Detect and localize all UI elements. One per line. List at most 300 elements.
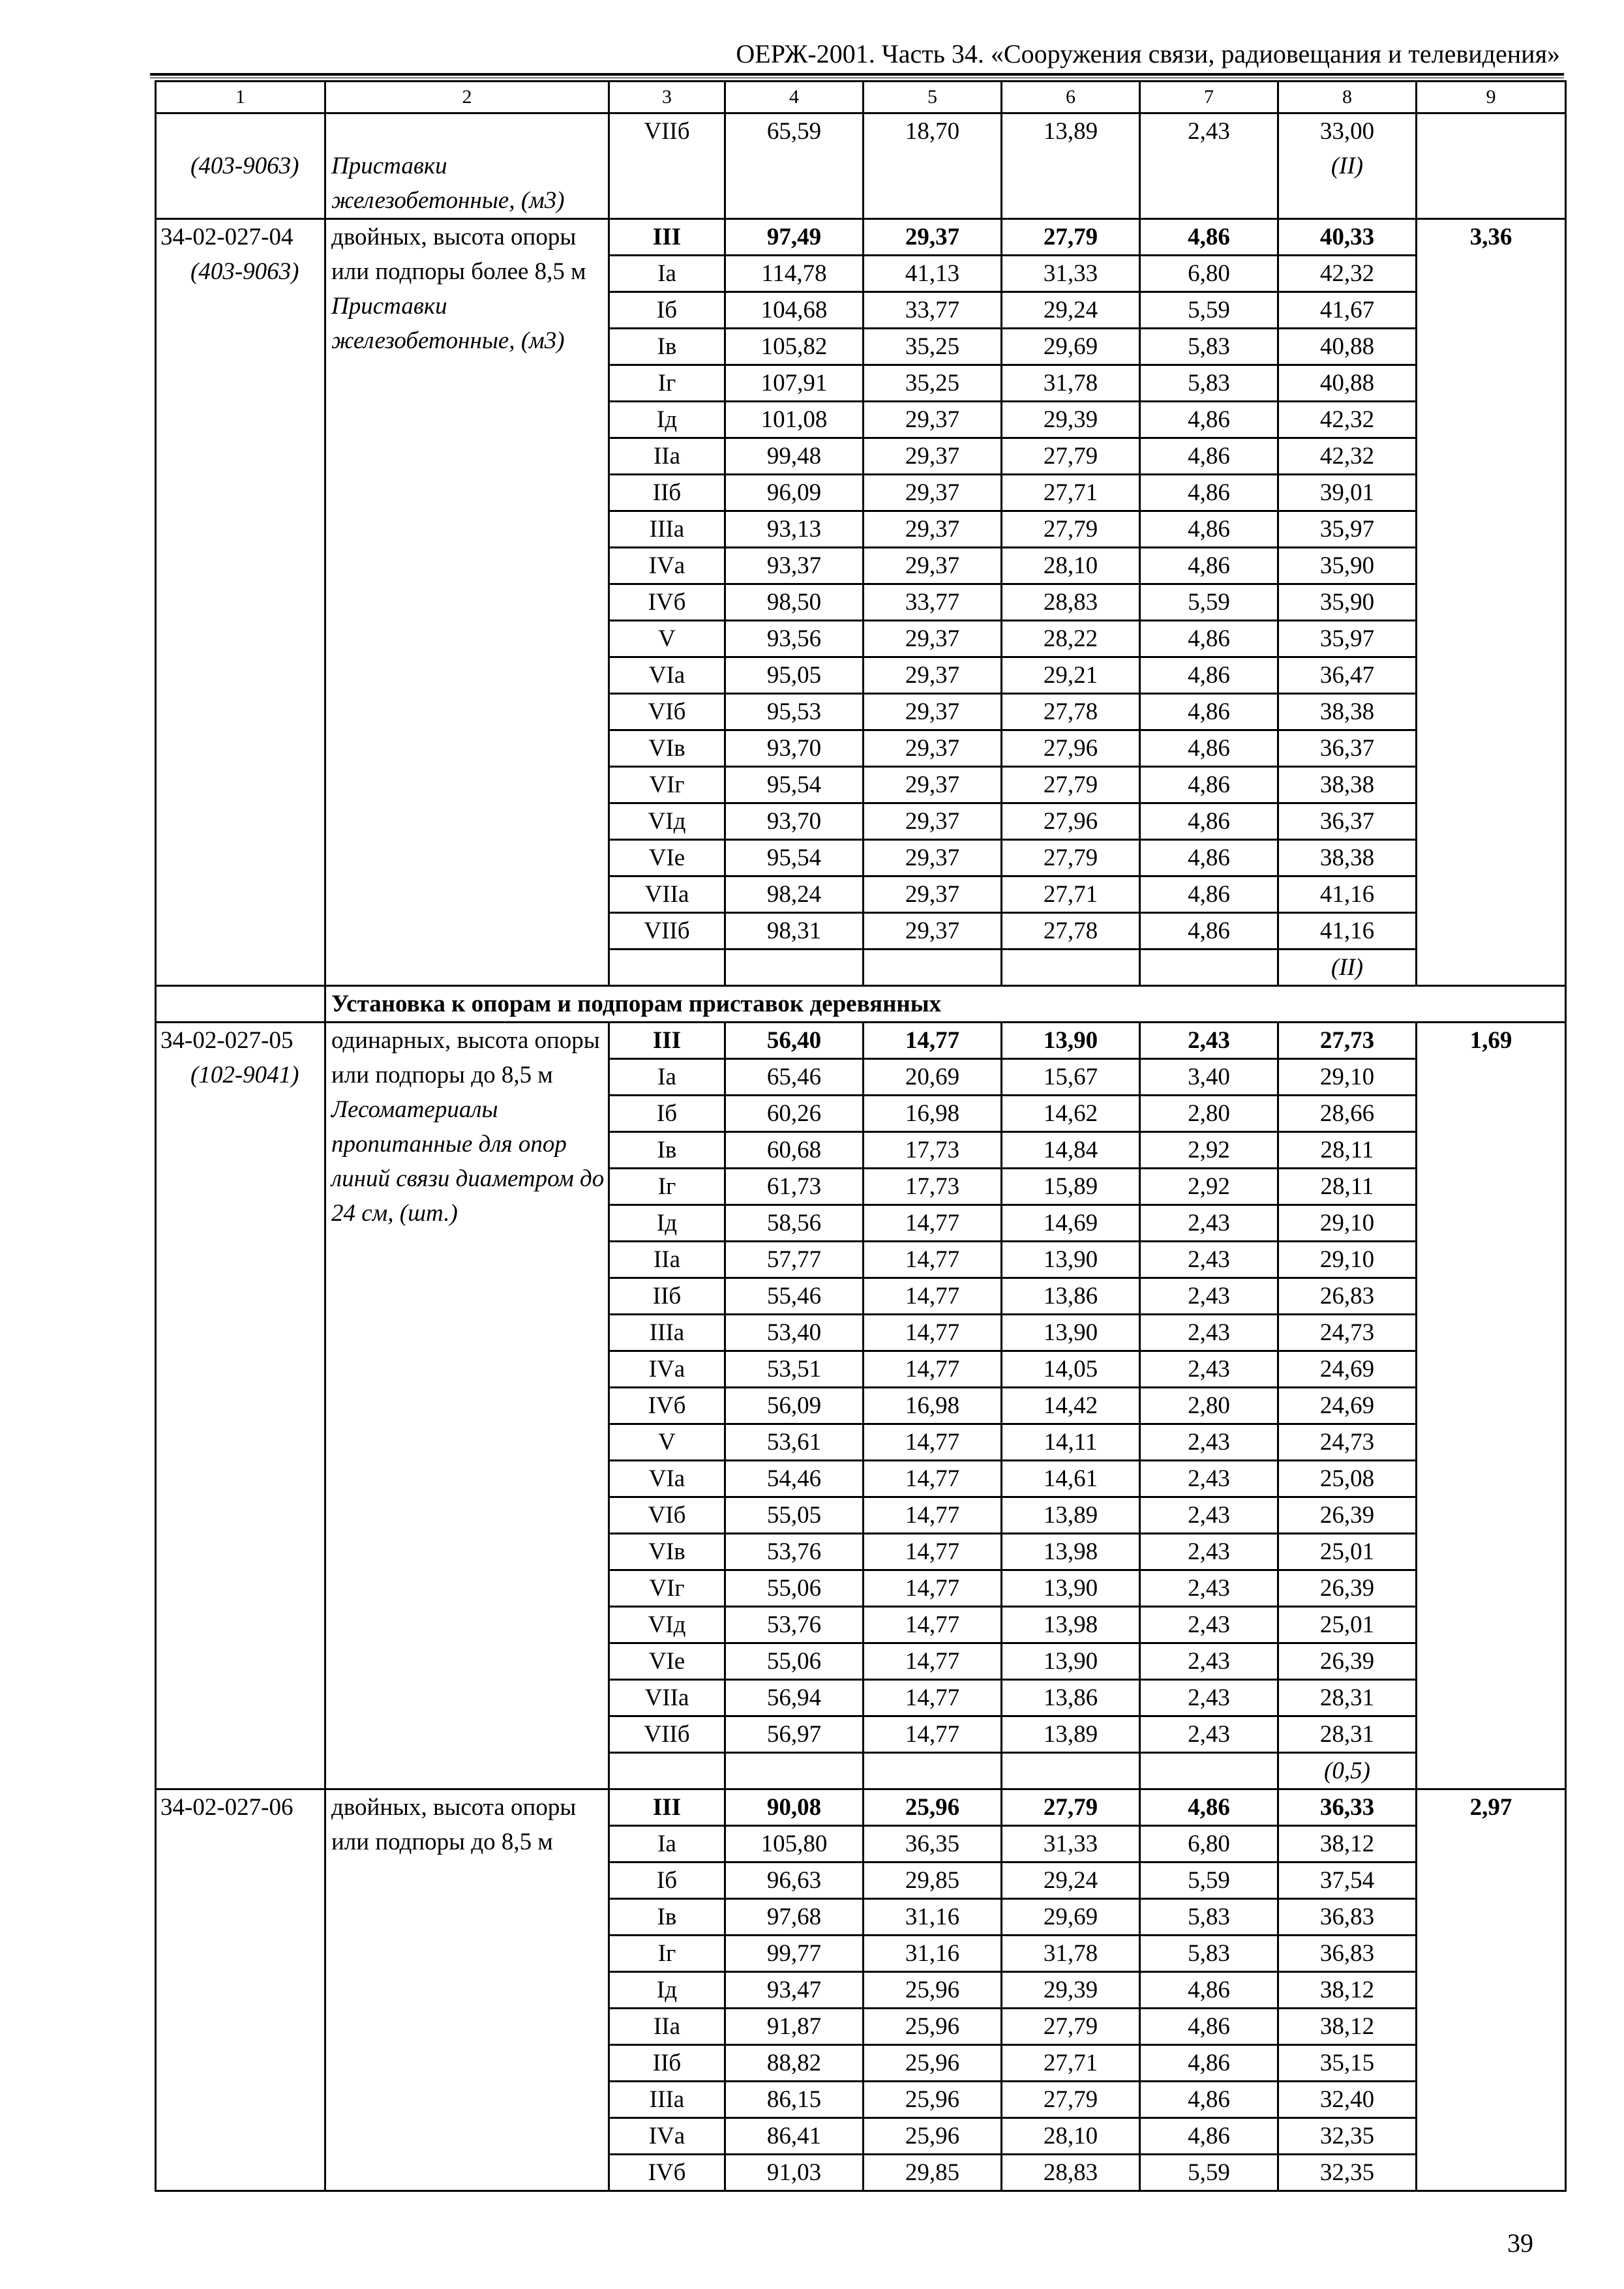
- section-row: [156, 986, 1566, 1023]
- materials-cost: 2,97: [1469, 1794, 1512, 1821]
- zone-cell: Iд: [609, 1972, 725, 2009]
- rate-value-cell: 36,83: [1278, 1936, 1417, 1972]
- rate-code: 34-02-027-06: [160, 1794, 293, 1821]
- rate-value-cell: 4,86: [1140, 730, 1278, 767]
- rate-code-cell: [156, 1789, 325, 2191]
- zone-cell: Iб: [609, 1096, 725, 1132]
- zone-cell: Iб: [609, 292, 725, 329]
- column-number: 1: [156, 82, 325, 113]
- materials-cost-cell: [1417, 1789, 1566, 2191]
- rate-value-cell: 26,39: [1278, 1643, 1417, 1680]
- rate-value-cell: 29,37: [864, 694, 1002, 730]
- zone-cell: Iб: [609, 1863, 725, 1899]
- rate-value-cell: 99,77: [725, 1936, 864, 1972]
- zone-cell: Iг: [609, 365, 725, 402]
- rate-name-cell: [325, 1789, 609, 2191]
- rate-value-cell: 41,67: [1278, 292, 1417, 329]
- rate-value: 13,89: [1043, 118, 1098, 145]
- rate-value-cell: 53,40: [725, 1315, 864, 1351]
- rate-value-cell: 35,90: [1278, 548, 1417, 584]
- rate-value-cell: 42,32: [1278, 402, 1417, 438]
- rate-value-cell: 40,33: [1278, 219, 1417, 256]
- rate-value-cell: 53,51: [725, 1351, 864, 1388]
- rate-value-cell: 13,90: [1002, 1023, 1140, 1059]
- zone-cell: VIд: [609, 803, 725, 840]
- zone-cell: IIб: [609, 1278, 725, 1315]
- zone-cell: III: [609, 219, 725, 256]
- rate-value-cell: 28,66: [1278, 1096, 1417, 1132]
- rate-value-cell: 38,38: [1278, 840, 1417, 876]
- zone-cell: Iв: [609, 1899, 725, 1936]
- rate-value-cell: 96,09: [725, 475, 864, 511]
- rate-value-cell: 13,86: [1002, 1680, 1140, 1716]
- zone-cell: VIIб: [609, 113, 725, 219]
- rate-value-cell: 13,98: [1002, 1607, 1140, 1643]
- rate-value-cell: 40,88: [1278, 329, 1417, 365]
- zone-cell: IIIа: [609, 511, 725, 548]
- rate-value-cell: 14,05: [1002, 1351, 1140, 1388]
- rate-name-cell: [325, 219, 609, 986]
- rate-value-cell: 14,77: [864, 1278, 1002, 1315]
- rate-value-cell: 33,77: [864, 584, 1002, 621]
- rate-value-cell: 54,46: [725, 1461, 864, 1497]
- rate-value-cell: 36,37: [1278, 803, 1417, 840]
- rate-value-cell: 98,24: [725, 876, 864, 913]
- rate-value-cell: 29,10: [1278, 1059, 1417, 1096]
- rate-value-cell: 56,40: [725, 1023, 864, 1059]
- section-title: Установка к опорам и подпорам приставок деревянных: [325, 986, 1566, 1023]
- rate-value-cell: 93,47: [725, 1972, 864, 2009]
- zone-cell: VIд: [609, 1607, 725, 1643]
- table-row: [156, 1789, 1566, 1826]
- rate-value-cell: 31,33: [1002, 256, 1140, 292]
- zone-cell: III: [609, 1023, 725, 1059]
- column-number: 3: [609, 82, 725, 113]
- rate-value-cell: 29,37: [864, 402, 1002, 438]
- rate-value-cell: 26,83: [1278, 1278, 1417, 1315]
- material-quantity: (II): [1331, 954, 1364, 981]
- rate-value-cell: 101,08: [725, 402, 864, 438]
- rate-value-cell: 27,79: [1002, 438, 1140, 475]
- rate-value-cell: 2,43: [1140, 1205, 1278, 1242]
- rate-value-cell: 93,70: [725, 730, 864, 767]
- rate-value-cell: 93,13: [725, 511, 864, 548]
- rate-value-cell: 55,46: [725, 1278, 864, 1315]
- rate-value-cell: 35,25: [864, 329, 1002, 365]
- rate-value-cell: 5,83: [1140, 1936, 1278, 1972]
- rate-value-cell: 35,25: [864, 365, 1002, 402]
- rate-value-cell: 40,88: [1278, 365, 1417, 402]
- column-number: 7: [1140, 82, 1278, 113]
- rate-value-cell: 25,01: [1278, 1534, 1417, 1570]
- table-body: [156, 82, 1566, 2191]
- rate-value-cell: 56,09: [725, 1388, 864, 1424]
- rate-value-cell: 29,37: [864, 621, 1002, 657]
- zone-cell: VIв: [609, 730, 725, 767]
- rate-value-cell: 2,43: [1140, 1278, 1278, 1315]
- rate-value-cell: 41,16: [1278, 913, 1417, 950]
- rate-value-cell: 4,86: [1140, 475, 1278, 511]
- rate-value-cell: 31,16: [864, 1899, 1002, 1936]
- rate-value-cell: 2,43: [1140, 1023, 1278, 1059]
- rate-value-cell: 2,80: [1140, 1096, 1278, 1132]
- rate-value-cell: 27,71: [1002, 475, 1140, 511]
- rate-value-cell: [864, 113, 1002, 219]
- rate-value-cell: 42,32: [1278, 438, 1417, 475]
- rate-code: 34-02-027-04: [160, 224, 293, 250]
- rate-value-cell: 27,79: [1002, 2009, 1140, 2045]
- rate-value-cell: 5,83: [1140, 329, 1278, 365]
- rate-value-cell: 114,78: [725, 256, 864, 292]
- rate-value-cell: 14,77: [864, 1315, 1002, 1351]
- rate-code-cell: [156, 113, 325, 219]
- rate-value-cell: 55,06: [725, 1643, 864, 1680]
- rate-value-cell: 29,85: [864, 2155, 1002, 2191]
- zone-cell: Iг: [609, 1169, 725, 1205]
- rate-value-cell: 26,39: [1278, 1497, 1417, 1534]
- rate-value-cell: 97,68: [725, 1899, 864, 1936]
- rate-value-cell: 38,38: [1278, 767, 1417, 803]
- zone-cell: VIе: [609, 1643, 725, 1680]
- rate-value-cell: 4,86: [1140, 511, 1278, 548]
- material-name: Лесоматериалы пропитанные для опор линий связи диаметром до 24 см, (шт.): [331, 1096, 605, 1227]
- rate-value-cell: 33,77: [864, 292, 1002, 329]
- material-zone-cell: [609, 950, 725, 986]
- rate-value-cell: 29,21: [1002, 657, 1140, 694]
- rate-value-cell: 37,54: [1278, 1863, 1417, 1899]
- rate-value-cell: 32,35: [1278, 2155, 1417, 2191]
- zone-cell: IIIа: [609, 1315, 725, 1351]
- rate-value-cell: 6,80: [1140, 256, 1278, 292]
- rate-value-cell: 14,84: [1002, 1132, 1140, 1169]
- column-number: 5: [864, 82, 1002, 113]
- rate-value-cell: 2,92: [1140, 1169, 1278, 1205]
- rate-value-cell: 105,80: [725, 1826, 864, 1863]
- rate-value-cell: 95,53: [725, 694, 864, 730]
- rate-value-cell: 60,26: [725, 1096, 864, 1132]
- rate-value-cell: 36,83: [1278, 1899, 1417, 1936]
- rate-value-cell: 27,79: [1002, 511, 1140, 548]
- rate-value-cell: 53,61: [725, 1424, 864, 1461]
- rate-value-cell: 25,96: [864, 2118, 1002, 2155]
- rate-value-cell: 13,90: [1002, 1643, 1140, 1680]
- zone-cell: VIа: [609, 657, 725, 694]
- rate-value-cell: 2,43: [1140, 1242, 1278, 1278]
- rate-value-cell: 27,96: [1002, 730, 1140, 767]
- material-value-cell: [1002, 950, 1140, 986]
- rate-value: 18,70: [905, 118, 960, 145]
- materials-cost-cell: [1417, 219, 1566, 986]
- rate-value-cell: 29,85: [864, 1863, 1002, 1899]
- material-value-cell: [1278, 950, 1417, 986]
- rate-value-cell: 29,37: [864, 475, 1002, 511]
- rate-value-cell: 95,54: [725, 840, 864, 876]
- rate-value-cell: 13,90: [1002, 1570, 1140, 1607]
- rate-value-cell: 5,83: [1140, 1899, 1278, 1936]
- rate-value-cell: 31,33: [1002, 1826, 1140, 1863]
- rate-value-cell: 29,37: [864, 913, 1002, 950]
- rate-value-cell: 14,77: [864, 1351, 1002, 1388]
- rate-value-cell: 6,80: [1140, 1826, 1278, 1863]
- material-value-cell: [864, 1753, 1002, 1789]
- rate-value-cell: 36,37: [1278, 730, 1417, 767]
- material-code: (403-9063): [190, 258, 299, 285]
- rate-value-cell: 4,86: [1140, 2009, 1278, 2045]
- rate-code-cell: [156, 1023, 325, 1789]
- column-number-row: [156, 82, 1566, 113]
- rate-value-cell: 14,42: [1002, 1388, 1140, 1424]
- rate-value-cell: 4,86: [1140, 694, 1278, 730]
- column-number: 8: [1278, 82, 1417, 113]
- material-value-cell: [1278, 1753, 1417, 1789]
- zone-cell: Iд: [609, 1205, 725, 1242]
- rate-value-cell: 28,31: [1278, 1680, 1417, 1716]
- rate-value-cell: 55,06: [725, 1570, 864, 1607]
- rate-value-cell: 97,49: [725, 219, 864, 256]
- rate-value-cell: 29,37: [864, 548, 1002, 584]
- rate-value-cell: 53,76: [725, 1534, 864, 1570]
- rate-value-cell: 27,79: [1002, 840, 1140, 876]
- rate-value-cell: 99,48: [725, 438, 864, 475]
- rate-value-cell: 29,39: [1002, 402, 1140, 438]
- rate-value-cell: 42,32: [1278, 256, 1417, 292]
- rate-value-cell: 60,68: [725, 1132, 864, 1169]
- column-number: 6: [1002, 82, 1140, 113]
- rate-value-cell: 29,37: [864, 803, 1002, 840]
- rate-value-cell: 4,86: [1140, 840, 1278, 876]
- rate-value-cell: 31,78: [1002, 365, 1140, 402]
- rate-value-cell: 2,43: [1140, 1643, 1278, 1680]
- rate-value-cell: 41,13: [864, 256, 1002, 292]
- zone-cell: VIIб: [609, 1716, 725, 1753]
- rate-value-cell: 29,37: [864, 840, 1002, 876]
- rate-value-cell: 36,33: [1278, 1789, 1417, 1826]
- rate-value-cell: 35,90: [1278, 584, 1417, 621]
- continuation-row: [156, 113, 1566, 219]
- zone-cell: IIб: [609, 2045, 725, 2082]
- zone-cell: Iа: [609, 1059, 725, 1096]
- rate-value-cell: 25,96: [864, 2082, 1002, 2118]
- rate-value-cell: 14,77: [864, 1716, 1002, 1753]
- rate-value-cell: 4,86: [1140, 438, 1278, 475]
- column-number: 4: [725, 82, 864, 113]
- rate-value-cell: 14,77: [864, 1680, 1002, 1716]
- rate-value-cell: 29,24: [1002, 1863, 1140, 1899]
- rate-value-cell: 4,86: [1140, 876, 1278, 913]
- zone-cell: Iв: [609, 1132, 725, 1169]
- materials-cost: 1,69: [1469, 1027, 1512, 1054]
- rate-value-cell: 14,77: [864, 1534, 1002, 1570]
- zone-cell: V: [609, 621, 725, 657]
- page-header-title: ОЕРЖ-2001. Часть 34. «Сооружения связи, радиовещания и телевидения»: [736, 39, 1560, 68]
- material-value-cell: [1140, 950, 1278, 986]
- rate-value-cell: 29,37: [864, 219, 1002, 256]
- rate-value-cell: 29,37: [864, 657, 1002, 694]
- rate-value-cell: 29,10: [1278, 1242, 1417, 1278]
- rate-value-cell: 16,98: [864, 1388, 1002, 1424]
- zone-cell: IIIа: [609, 2082, 725, 2118]
- rate-value-cell: 2,92: [1140, 1132, 1278, 1169]
- zone-cell: Iг: [609, 1936, 725, 1972]
- rate-value-cell: 27,79: [1002, 1789, 1140, 1826]
- rate-value-cell: 56,94: [725, 1680, 864, 1716]
- rate-value-cell: 90,08: [725, 1789, 864, 1826]
- rate-value-cell: [1002, 113, 1140, 219]
- rate-value-cell: 91,87: [725, 2009, 864, 2045]
- table-row: [156, 219, 1566, 256]
- material-value-cell: [1140, 1753, 1278, 1789]
- rate-value-cell: 28,11: [1278, 1132, 1417, 1169]
- rate-value-cell: 27,96: [1002, 803, 1140, 840]
- rate-value-cell: 4,86: [1140, 219, 1278, 256]
- rate-value-cell: 14,77: [864, 1643, 1002, 1680]
- material-quantity: (0,5): [1324, 1758, 1370, 1784]
- rate-value-cell: 2,43: [1140, 1607, 1278, 1643]
- zone-cell: VIIа: [609, 1680, 725, 1716]
- rate-value-cell: 29,39: [1002, 1972, 1140, 2009]
- rate-value-cell: 14,77: [864, 1461, 1002, 1497]
- rate-value-cell: 31,16: [864, 1936, 1002, 1972]
- rate-value-cell: 25,08: [1278, 1461, 1417, 1497]
- rate-value-cell: 61,73: [725, 1169, 864, 1205]
- materials-cost-cell: [1417, 113, 1566, 219]
- rate-value-cell: 53,76: [725, 1607, 864, 1643]
- rate-value-cell: 25,96: [864, 2045, 1002, 2082]
- rate-value-cell: 2,43: [1140, 1680, 1278, 1716]
- zone-cell: III: [609, 1789, 725, 1826]
- rate-value-cell: 14,62: [1002, 1096, 1140, 1132]
- rate-value-cell: [1140, 113, 1278, 219]
- rate-value-cell: 105,82: [725, 329, 864, 365]
- zone-cell: Iа: [609, 1826, 725, 1863]
- materials-cost-cell: [1417, 1023, 1566, 1789]
- rate-code-cell: [156, 219, 325, 986]
- zone-cell: IVа: [609, 2118, 725, 2155]
- rate-value-cell: 13,90: [1002, 1315, 1140, 1351]
- rate-value-cell: 4,86: [1140, 548, 1278, 584]
- rate-value-cell: 27,78: [1002, 694, 1140, 730]
- column-number: 2: [325, 82, 609, 113]
- rate-value-cell: 29,10: [1278, 1205, 1417, 1242]
- rate-value-cell: 29,37: [864, 767, 1002, 803]
- rate-value-cell: 2,80: [1140, 1388, 1278, 1424]
- rate-value-cell: 4,86: [1140, 1972, 1278, 2009]
- rate-value-cell: 5,59: [1140, 1863, 1278, 1899]
- rate-value-cell: 29,37: [864, 511, 1002, 548]
- rate-value-cell: 28,11: [1278, 1169, 1417, 1205]
- rate-value-cell: 14,77: [864, 1023, 1002, 1059]
- rate-value-cell: 35,97: [1278, 621, 1417, 657]
- rate-value-cell: 27,71: [1002, 876, 1140, 913]
- rate-value-cell: 86,41: [725, 2118, 864, 2155]
- zone-cell: IIа: [609, 1242, 725, 1278]
- zone-cell: IVа: [609, 548, 725, 584]
- rate-value-cell: 38,12: [1278, 1826, 1417, 1863]
- zone-cell: Iв: [609, 329, 725, 365]
- spacer: [331, 114, 608, 149]
- rate-value-cell: 24,69: [1278, 1351, 1417, 1388]
- rate-value-cell: 2,43: [1140, 1424, 1278, 1461]
- rate-value: 33,00: [1319, 118, 1375, 145]
- material-zone-cell: [609, 1753, 725, 1789]
- zone-cell: IVб: [609, 1388, 725, 1424]
- rate-value-cell: 39,01: [1278, 475, 1417, 511]
- rate-value-cell: 58,56: [725, 1205, 864, 1242]
- rate-value-cell: 32,40: [1278, 2082, 1417, 2118]
- rate-value-cell: 27,71: [1002, 2045, 1140, 2082]
- rate-value: 2,43: [1188, 118, 1230, 145]
- rate-value-cell: 13,86: [1002, 1278, 1140, 1315]
- rate-value-cell: 28,22: [1002, 621, 1140, 657]
- rate-name-cell: [325, 113, 609, 219]
- rate-value-cell: 14,77: [864, 1497, 1002, 1534]
- rate-value-cell: 15,89: [1002, 1169, 1140, 1205]
- rate-value-cell: 2,43: [1140, 1570, 1278, 1607]
- zone-cell: IIа: [609, 438, 725, 475]
- rate-value-cell: 25,01: [1278, 1607, 1417, 1643]
- material-value-cell: [864, 950, 1002, 986]
- rate-value-cell: 2,43: [1140, 1315, 1278, 1351]
- rate-value-cell: 20,69: [864, 1059, 1002, 1096]
- rate-value-cell: 38,12: [1278, 2009, 1417, 2045]
- rate-value-cell: 27,73: [1278, 1023, 1417, 1059]
- material-code: (102-9041): [190, 1062, 299, 1088]
- rate-value-cell: 25,96: [864, 2009, 1002, 2045]
- rate-value-cell: 29,37: [864, 438, 1002, 475]
- rate-value-cell: 4,86: [1140, 767, 1278, 803]
- rate-value-cell: 16,98: [864, 1096, 1002, 1132]
- zone-cell: Iд: [609, 402, 725, 438]
- rate-value-cell: 93,70: [725, 803, 864, 840]
- rate-value-cell: 29,69: [1002, 1899, 1140, 1936]
- rate-value-cell: 5,59: [1140, 2155, 1278, 2191]
- zone-cell: VIв: [609, 1534, 725, 1570]
- rate-value-cell: 95,54: [725, 767, 864, 803]
- material-name: Приставки железобетонные, (м3): [331, 293, 565, 354]
- rate-value-cell: 104,68: [725, 292, 864, 329]
- zone-cell: VIIб: [609, 913, 725, 950]
- rate-value-cell: 107,91: [725, 365, 864, 402]
- zone-cell: Iа: [609, 256, 725, 292]
- rate-value-cell: 56,97: [725, 1716, 864, 1753]
- materials-cost: 3,36: [1469, 224, 1512, 250]
- rate-value-cell: 14,77: [864, 1242, 1002, 1278]
- zone-cell: IIб: [609, 475, 725, 511]
- rate-value-cell: 14,69: [1002, 1205, 1140, 1242]
- rate-value-cell: 38,38: [1278, 694, 1417, 730]
- rate-value-cell: 31,78: [1002, 1936, 1140, 1972]
- zone-cell: VIг: [609, 767, 725, 803]
- page-number: 39: [1507, 2228, 1533, 2258]
- zone-cell: V: [609, 1424, 725, 1461]
- rate-name: одинарных, высота опоры или подпоры до 8,5 м: [331, 1027, 600, 1088]
- rate-value-cell: 17,73: [864, 1169, 1002, 1205]
- rate-value-cell: 14,77: [864, 1205, 1002, 1242]
- rate-value-cell: 14,11: [1002, 1424, 1140, 1461]
- rate-value-cell: [1278, 113, 1417, 219]
- rate-value-cell: 2,43: [1140, 1497, 1278, 1534]
- rate-value-cell: 24,73: [1278, 1424, 1417, 1461]
- rate-value-cell: 35,97: [1278, 511, 1417, 548]
- table-row: [156, 1023, 1566, 1059]
- rate-value-cell: 4,86: [1140, 2118, 1278, 2155]
- rate-value-cell: 14,77: [864, 1607, 1002, 1643]
- rate-value-cell: 13,90: [1002, 1242, 1140, 1278]
- rate-value-cell: 24,73: [1278, 1315, 1417, 1351]
- rate-value-cell: 93,56: [725, 621, 864, 657]
- rate-value-cell: 4,86: [1140, 803, 1278, 840]
- rate-value-cell: 91,03: [725, 2155, 864, 2191]
